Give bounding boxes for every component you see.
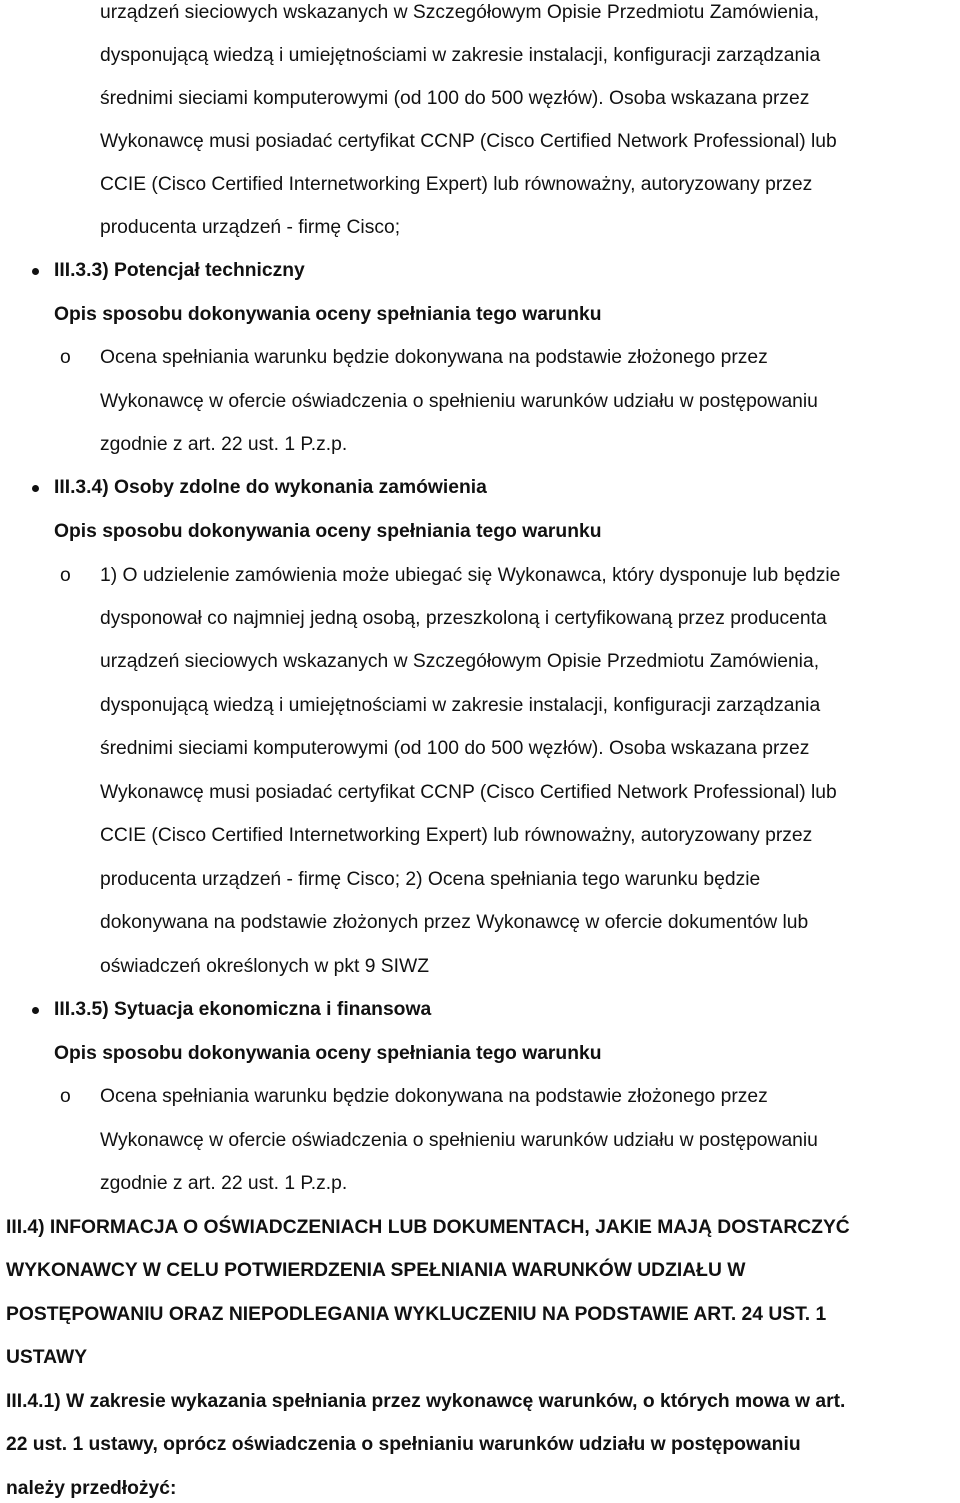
method-label: Opis sposobu dokonywania oceny spełniania tego warunku (54, 521, 602, 542)
paragraph-line: CCIE (Cisco Certified Internetworking Expert) lub równoważny, autoryzowany przez (100, 174, 813, 195)
paragraph-line: producenta urządzeń - firmę Cisco; 2) Ocena spełniania tego warunku będzie (100, 869, 761, 890)
bullet-icon (32, 1007, 39, 1014)
paragraph-line: urządzeń sieciowych wskazanych w Szczegółowym Opisie Przedmiotu Zamówienia, (100, 651, 820, 672)
section-heading-3-4: III.4) INFORMACJA O OŚWIADCZENIACH LUB DOKUMENTACH, JAKIE MAJĄ DOSTARCZYĆ (6, 1217, 850, 1238)
paragraph-line: Wykonawcę w ofercie oświadczenia o spełnieniu warunków udziału w postępowaniu (100, 1130, 818, 1151)
paragraph-line: średnimi sieciami komputerowymi (od 100 do 500 węzłów). Osoba wskazana przez (100, 738, 810, 759)
paragraph-line: 1) O udzielenie zamówienia może ubiegać się Wykonawca, który dysponuje lub będzie (100, 565, 841, 586)
section-heading-3-3-4: III.3.4) Osoby zdolne do wykonania zamówienia (54, 477, 487, 498)
paragraph-line: Wykonawcę musi posiadać certyfikat CCNP (Cisco Certified Network Professional) lub (100, 131, 837, 152)
sub-bullet-o-icon: o (60, 347, 71, 368)
bullet-icon (32, 268, 39, 275)
paragraph-line: Ocena spełniania warunku będzie dokonywana na podstawie złożonego przez (100, 1086, 768, 1107)
paragraph-line: zgodnie z art. 22 ust. 1 P.z.p. (100, 1173, 348, 1194)
method-label: Opis sposobu dokonywania oceny spełniania tego warunku (54, 304, 602, 325)
section-heading-3-4-line: USTAWY (6, 1347, 88, 1368)
paragraph-line: urządzeń sieciowych wskazanych w Szczegółowym Opisie Przedmiotu Zamówienia, (100, 2, 820, 23)
paragraph-line: średnimi sieciami komputerowymi (od 100 do 500 węzłów). Osoba wskazana przez (100, 88, 810, 109)
paragraph-line: Ocena spełniania warunku będzie dokonywana na podstawie złożonego przez (100, 347, 768, 368)
paragraph-line: Wykonawcę w ofercie oświadczenia o spełnieniu warunków udziału w postępowaniu (100, 391, 818, 412)
section-heading-3-3-3: III.3.3) Potencjał techniczny (54, 260, 305, 281)
section-heading-3-4-line: WYKONAWCY W CELU POTWIERDZENIA SPEŁNIANIA WARUNKÓW UDZIAŁU W (6, 1260, 746, 1281)
bullet-icon (32, 485, 39, 492)
paragraph-line: Wykonawcę musi posiadać certyfikat CCNP (Cisco Certified Network Professional) lub (100, 782, 837, 803)
paragraph-line: oświadczeń określonych w pkt 9 SIWZ (100, 956, 429, 977)
section-heading-3-4-1: III.4.1) W zakresie wykazania spełniania przez wykonawcę warunków, o których mowa w art. (6, 1391, 846, 1412)
paragraph-line: producenta urządzeń - firmę Cisco; (100, 217, 401, 238)
paragraph-line: zgodnie z art. 22 ust. 1 P.z.p. (100, 434, 348, 455)
sub-bullet-o-icon: o (60, 1086, 71, 1107)
paragraph-line: dysponującą wiedzą i umiejętnościami w zakresie instalacji, konfiguracji zarządzania (100, 45, 821, 66)
sub-bullet-o-icon: o (60, 565, 71, 586)
paragraph-line: CCIE (Cisco Certified Internetworking Expert) lub równoważny, autoryzowany przez (100, 825, 813, 846)
section-heading-3-4-1-line: należy przedłożyć: (6, 1478, 177, 1499)
paragraph-line: dysponującą wiedzą i umiejętnościami w zakresie instalacji, konfiguracji zarządzania (100, 695, 821, 716)
section-heading-3-4-line: POSTĘPOWANIU ORAZ NIEPODLEGANIA WYKLUCZENIU NA PODSTAWIE ART. 24 UST. 1 (6, 1304, 827, 1325)
section-heading-3-4-1-line: 22 ust. 1 ustawy, oprócz oświadczenia o spełnianiu warunków udziału w postępowaniu (6, 1434, 801, 1455)
paragraph-line: dysponował co najmniej jedną osobą, przeszkoloną i certyfikowaną przez producenta (100, 608, 827, 629)
paragraph-line: dokonywana na podstawie złożonych przez Wykonawcę w ofercie dokumentów lub (100, 912, 809, 933)
section-heading-3-3-5: III.3.5) Sytuacja ekonomiczna i finansowa (54, 999, 432, 1020)
method-label: Opis sposobu dokonywania oceny spełniania tego warunku (54, 1043, 602, 1064)
